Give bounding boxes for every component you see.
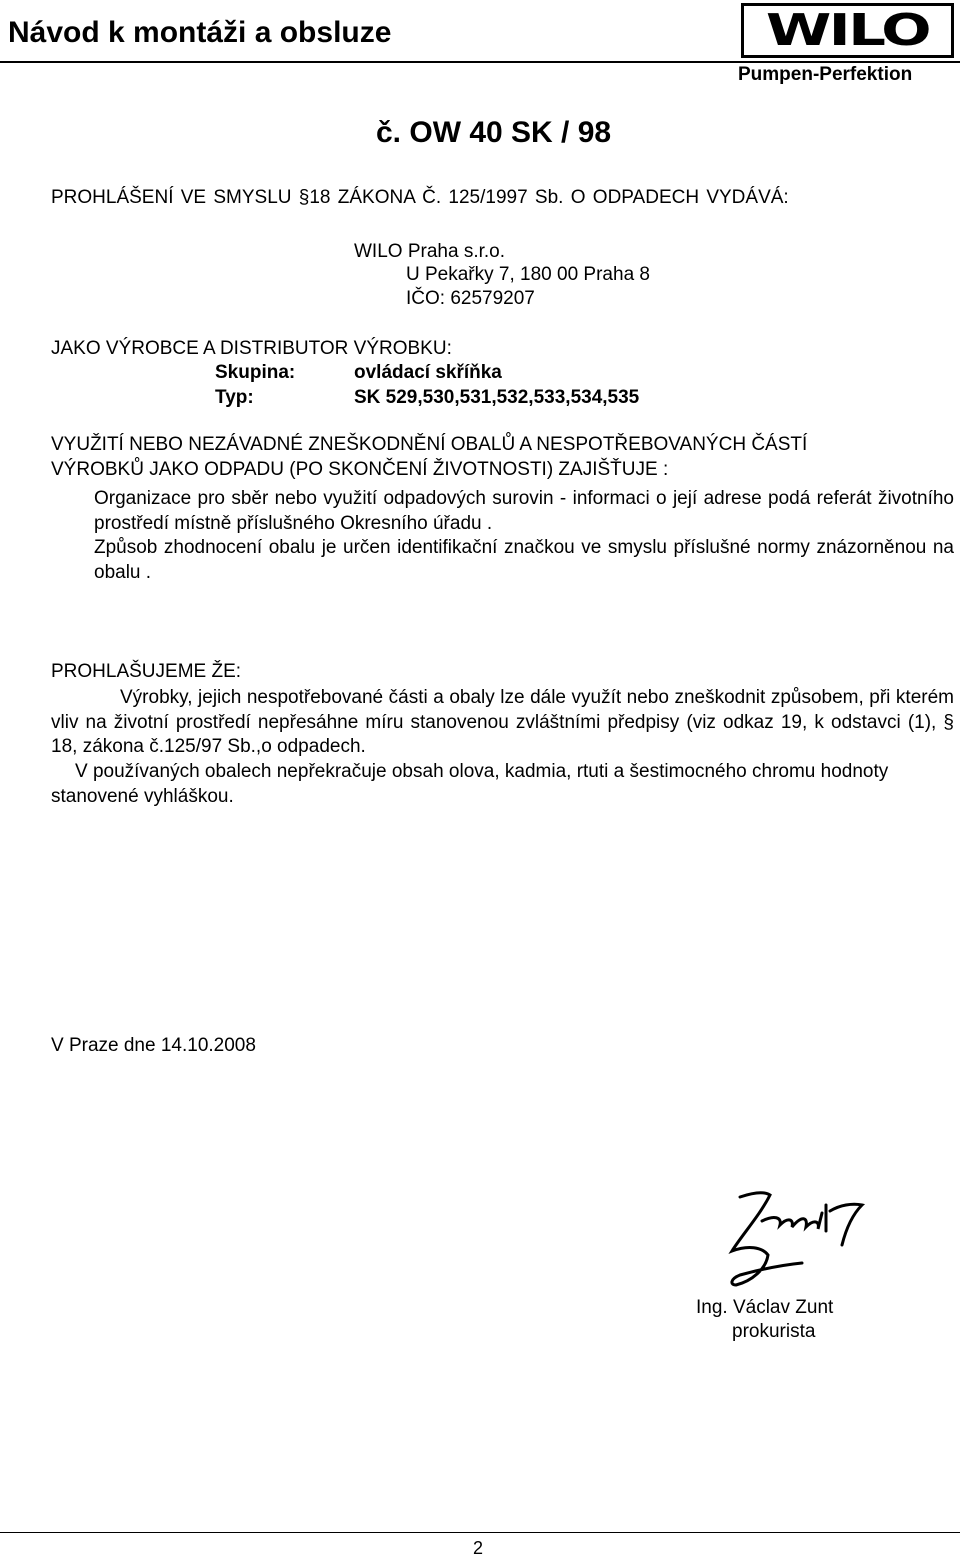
product-intro: JAKO VÝROBCE A DISTRIBUTOR VÝROBKU: [51, 338, 452, 359]
disposal-paragraph-1: Organizace pro sběr nebo využití odpadových surovin - informaci o její adrese podá referát životního prostředí místně příslušného Okresního úřadu . [94, 488, 954, 534]
place-and-date: V Praze dne 14.10.2008 [51, 1035, 256, 1056]
statement-paragraph-2: V používaných obalech nepřekračuje obsah olova, kadmia, rtuti a šestimocného chromu hodnoty stanovené vyhláškou. [51, 761, 889, 807]
document-number: č. OW 40 SK / 98 [376, 116, 612, 149]
disposal-paragraph-2: Způsob zhodnocení obalu je určen identifikační značkou ve smyslu příslušné normy znázorněnou na obalu . [94, 537, 954, 583]
signature [722, 1185, 882, 1295]
company-name: WILO Praha s.r.o. [354, 241, 505, 262]
signatory-role: prokurista [732, 1321, 816, 1342]
document-title: Návod k montáži a obsluze [8, 16, 392, 49]
disposal-heading-1: VYUŽITÍ NEBO NEZÁVADNÉ ZNEŠKODNĚNÍ OBALŮ A NESPOTŘEBOVANÝCH ČÁSTÍ [51, 434, 808, 455]
wilo-logo [741, 3, 954, 58]
logo-tagline: Pumpen-Perfektion [738, 64, 913, 85]
group-label: Skupina: [215, 362, 296, 383]
page-number: 2 [473, 1538, 484, 1558]
disposal-heading-2: VÝROBKŮ JAKO ODPADU (PO SKONČENÍ ŽIVOTNOSTI) ZAJIŠŤUJE : [51, 459, 669, 480]
company-address: U Pekařky 7, 180 00 Praha 8 [406, 264, 650, 285]
type-value: SK 529,530,531,532,533,534,535 [354, 387, 640, 408]
statement-heading: PROHLAŠUJEME ŽE: [51, 661, 242, 682]
group-value: ovládací skříňka [354, 362, 502, 383]
type-label: Typ: [215, 387, 254, 408]
logo-text: WILO [765, 5, 930, 56]
header-divider [0, 61, 960, 63]
footer-divider [0, 1532, 960, 1533]
statement-paragraph-1: Výrobky, jejich nespotřebované části a obaly lze dále využít nebo zneškodnit způsobem, při kterém vliv na životní prostředí nepřesáhne míru stanovenou zvláštními předpisy (viz odkaz 19, k odstavci (1), § 18, zákona č.125/97 Sb.,o odpadech. [51, 687, 954, 757]
company-ico: IČO: 62579207 [406, 288, 535, 309]
declaration-line: PROHLÁŠENÍ VE SMYSLU §18 ZÁKONA Č. 125/1997 Sb. O ODPADECH VYDÁVÁ: [51, 187, 789, 208]
signatory-name: Ing. Václav Zunt [696, 1297, 834, 1318]
